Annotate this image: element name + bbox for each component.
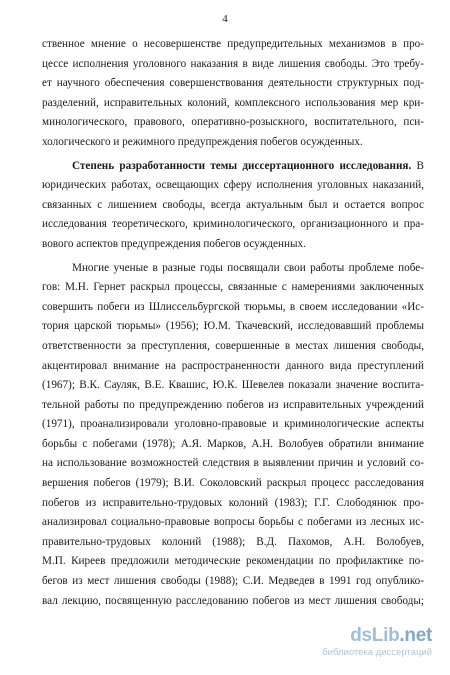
text-line: побегов из исправительно-трудовых колоний (1983); Г.Г. Слободянюк про- [42, 496, 424, 509]
text-line: цессе исполнения уголовного наказания в виде лишения свободы. Это требу- [42, 57, 424, 70]
section-heading: Степень разработанности темы диссертационного исследования. [72, 159, 412, 172]
text-line: тория царской тюрьмы» (1956); Ю.М. Ткачевский, исследовавший проблемы [42, 320, 424, 333]
text-line: анализировал социально-правовые вопросы борьбы с побегами из лесных ис- [42, 516, 424, 529]
text-line: минологического, правового, оперативно-розыскного, воспитательного, пси- [42, 116, 424, 129]
text-line: ответственности за преступления, совершенные в местах лишения свободы, [42, 339, 424, 352]
text-line: бегов из мест лишения свободы (1988); С.И. Медведев в 1991 год опублико- [42, 575, 424, 588]
text-line: вал лекцию, посвященную расследованию побегов из мест лишения свободы; [42, 594, 424, 607]
text-line: гов: М.Н. Гернет раскрыл процессы, связанные с намерениями заключенных [42, 281, 424, 294]
watermark-logo-text: dsLib [350, 625, 400, 646]
text-line: ет научного обеспечения совершенствования деятельности структурных под- [42, 77, 424, 90]
text-line: акцентировал внимание на распространенности данного вида преступлений [42, 359, 424, 372]
text-line: совершить побеги из Шлиссельбургской тюрьмы, в своем исследовании «Ис- [42, 300, 424, 313]
text-line: (1967); В.К. Сауляк, В.Е. Квашис, Ю.К. Шевелев показали значение воспита- [42, 379, 424, 392]
text-line: юридических работах, освещающих сферу исполнения уголовных наказаний, [42, 179, 424, 192]
text-line: Многие ученые в разные годы посвящали свои работы проблеме побе- [72, 261, 424, 274]
text-line: ственное мнение о несовершенстве предупредительных механизмов в про- [42, 38, 424, 50]
text-line: тельной работы по предупреждению побегов из исправительных учреждений [42, 398, 424, 411]
text-line: борьбы с побегами (1978); А.Я. Марков, А.Н. Волобуев обратили внимание [42, 437, 424, 450]
site-watermark [312, 625, 432, 665]
text-line: М.П. Киреев предложили методические рекомендации по профилактике по- [42, 555, 424, 568]
paragraph-2 [42, 157, 424, 255]
text-line: на использование возможностей следствия в выявлении причин и условий со- [42, 457, 424, 470]
page-number: 4 [222, 13, 228, 25]
text-line: (1971), проанализировали уголовно-правовые и криминологические аспекты [42, 418, 424, 431]
watermark-logo-tld: .net [399, 625, 432, 646]
paragraph-3 [42, 259, 424, 612]
watermark-logo [350, 625, 432, 647]
text-line: вершения побегов (1979); В.И. Соколовский раскрыл процесс расследования [42, 477, 424, 490]
text-line: вового аспектов предупреждения побегов осужденных. [42, 237, 306, 250]
paragraph-1 [42, 35, 424, 153]
text-line: разделений, исправительных колоний, комплексного использования мер кри- [42, 96, 424, 109]
heading-tail: В [411, 159, 424, 172]
watermark-subtitle: библиотека диссертаций [322, 647, 432, 658]
text-line: связанных с лишением свободы, всегда актуальным был и остается вопрос [42, 198, 424, 211]
text-line: исследования теоретического, криминологического, организационного и пра- [42, 218, 424, 231]
document-body [42, 35, 424, 611]
text-line: хологического и режимного предупреждения побегов осужденных. [42, 135, 363, 148]
text-line [42, 157, 424, 177]
text-line: правительно-трудовых колоний (1988); В.Д. Пахомов, А.Н. Волобуев, [42, 535, 424, 548]
